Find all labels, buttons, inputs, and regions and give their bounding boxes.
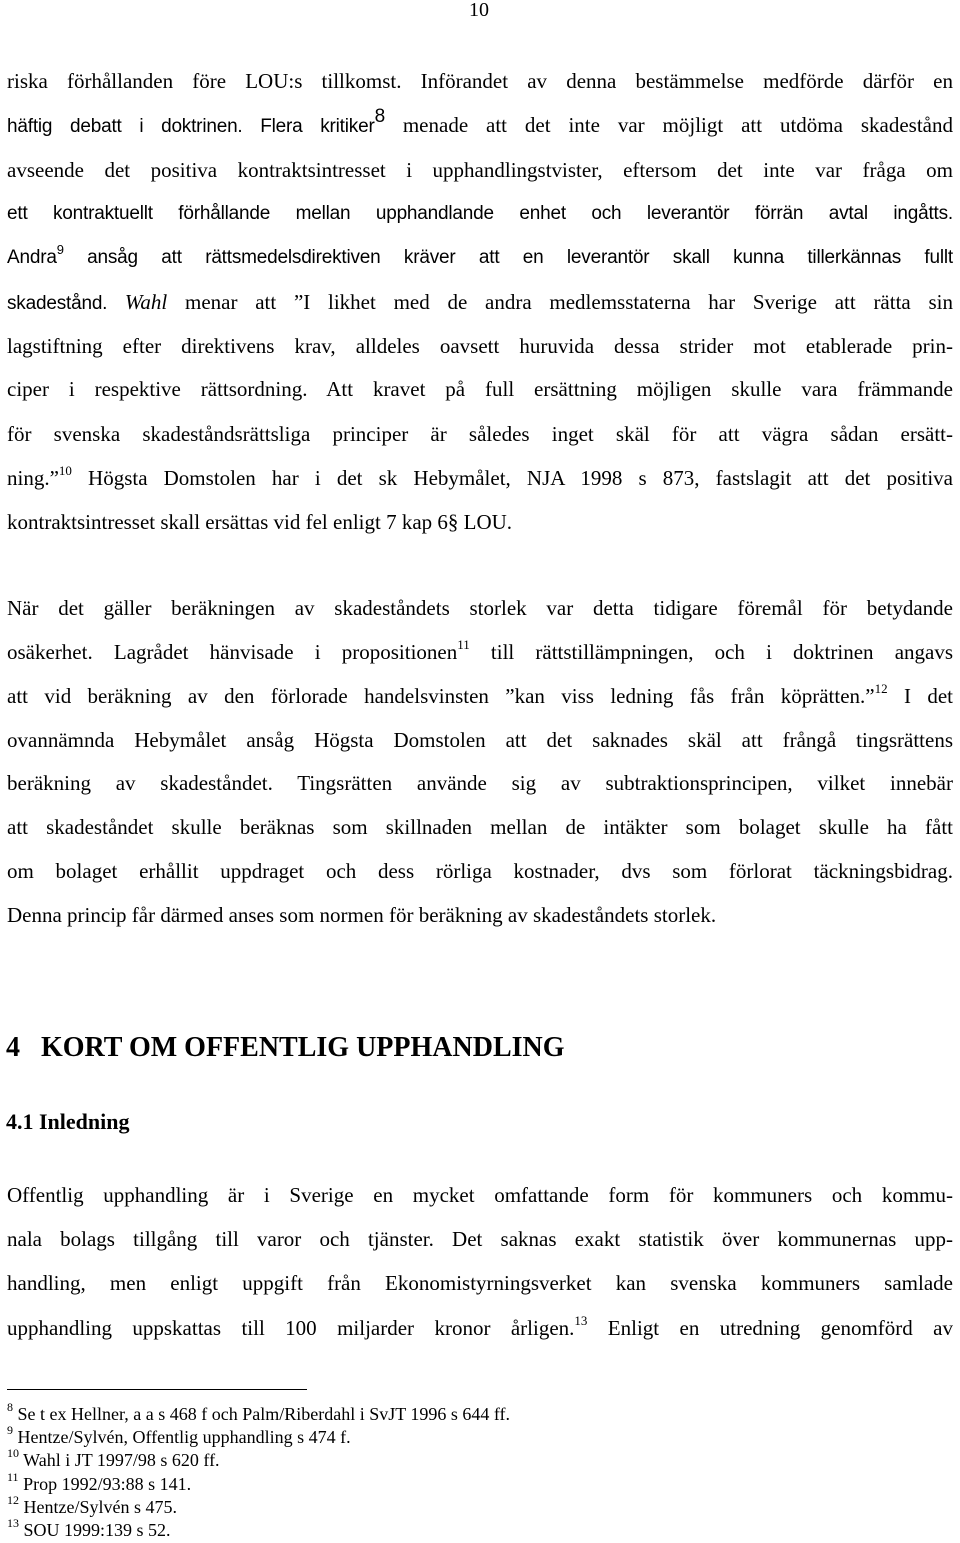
text-line: riska förhållanden före LOU:s tillkomst. Införandet av denna bestämmelse medförde därför en — [7, 69, 953, 93]
text-line: för svenska skadeståndsrättsliga principer är således inget skäl för att vägra sådan ersätt- — [7, 422, 953, 446]
footnote-separator — [7, 1389, 307, 1390]
text-line: nala bolags tillgång till varor och tjänster. Det saknas exakt statistik över kommunernas upp- — [7, 1227, 953, 1251]
text-line: upphandling uppskattas till 100 miljarder kronor årligen.$^{13}$ Enligt en utredning genomförd av — [7, 1313, 953, 1340]
section-title: KORT OM OFFENTLIG UPPHANDLING — [41, 1032, 565, 1063]
footnote: $^{13}$ SOU 1999:139 s 52. — [7, 1516, 171, 1540]
text-line: Denna princip får därmed anses som normen för beräkning av skadeståndets storlek. — [7, 903, 717, 927]
footnote-ref: 13 — [574, 1313, 588, 1328]
section-number: 4 — [6, 1032, 20, 1063]
text-line: att skadeståndet skulle beräknas som skillnaden mellan de intäkter som bolaget skulle ha fått — [7, 815, 953, 839]
footnote-ref: 8 — [374, 106, 385, 127]
text-line: handling, men enligt uppgift från Ekonomistyrningsverket kan svenska kommuners samlade — [7, 1271, 953, 1295]
text-line: ning.”$^{10}$ Högsta Domstolen har i det sk Hebymålet, NJA 1998 s 873, fastslagit att det positiva — [7, 463, 953, 490]
footnote-ref: 10 — [58, 463, 72, 478]
footnote: $^{12}$ Hentze/Sylvén s 475. — [7, 1493, 177, 1517]
text-line: lagstiftning efter direktivens krav, alldeles oavsett huruvida dessa strider mot etablerade prin- — [7, 334, 953, 358]
subsection-heading: 4.1 Inledning — [6, 1109, 130, 1134]
text-line: om bolaget erhållit uppdraget och dess rörliga kostnader, dvs som förlorat täckningsbidrag. — [7, 859, 953, 883]
footnote: $^{10}$ Wahl i JT 1997/98 s 620 ff. — [7, 1446, 220, 1470]
page-number: 10 — [469, 0, 489, 21]
footnote-ref: 12 — [874, 681, 888, 696]
footnote: $^{11}$ Prop 1992/93:88 s 141. — [7, 1470, 192, 1494]
text-line: När det gäller beräkningen av skadeståndets storlek var detta tidigare föremål för betydande — [7, 596, 953, 620]
text-line: ovannämnda Hebymålet ansåg Högsta Domstolen att det saknades skäl att frångå tingsrättens — [7, 728, 953, 752]
author-name: Wahl — [124, 290, 168, 314]
section-heading — [6, 1031, 565, 1065]
footnote-ref: 11 — [457, 637, 470, 652]
text-line: ciper i respektive rättsordning. Att kravet på full ersättning möjligen skulle vara främmande — [7, 377, 953, 401]
text-line: häftig debatt i doktrinen. Flera kritiker$^8$ menade att det inte var möjligt att utdöma skadestånd — [7, 106, 953, 137]
footnote: $^8$ Se t ex Hellner, a a s 468 f och Palm/Riberdahl i SvJT 1996 s 644 ff. — [7, 1400, 511, 1424]
text-line: Offentlig upphandling är i Sverige en mycket omfattande form för kommuners och kommu- — [7, 1183, 953, 1207]
text-line: avseende det positiva kontraktsintresset i upphandlingstvister, eftersom det inte var fråga om — [7, 158, 953, 182]
footnote-ref: 9 — [56, 241, 64, 257]
text-line: skadestånd. Wahl menar att ”I likhet med de andra medlemsstaterna har Sverige att rätta sin — [7, 290, 953, 314]
footnote: $^9$ Hentze/Sylvén, Offentlig upphandling s 474 f. — [7, 1423, 351, 1447]
text-line: beräkning av skadeståndet. Tingsrätten använde sig av subtraktionsprincipen, vilket innebär — [7, 771, 953, 795]
text-line: att vid beräkning av den förlorade handelsvinsten ”kan viss ledning fås från köprätten.”$^{12}$ I det — [7, 681, 953, 708]
text-line: osäkerhet. Lagrådet hänvisade i propositionen$^{11}$ till rättstillämpningen, och i doktrinen angavs — [7, 637, 954, 664]
text-line: ett kontraktuellt förhållande mellan upphandlande enhet och leverantör förrän avtal ingåtts. — [7, 203, 953, 224]
text-line: Andra$^9$ ansåg att rättsmedelsdirektiven kräver att en leverantör skall kunna tillerkännas fullt — [7, 241, 953, 268]
text-line: kontraktsintresset skall ersättas vid fel enligt 7 kap 6§ LOU. — [7, 510, 513, 534]
